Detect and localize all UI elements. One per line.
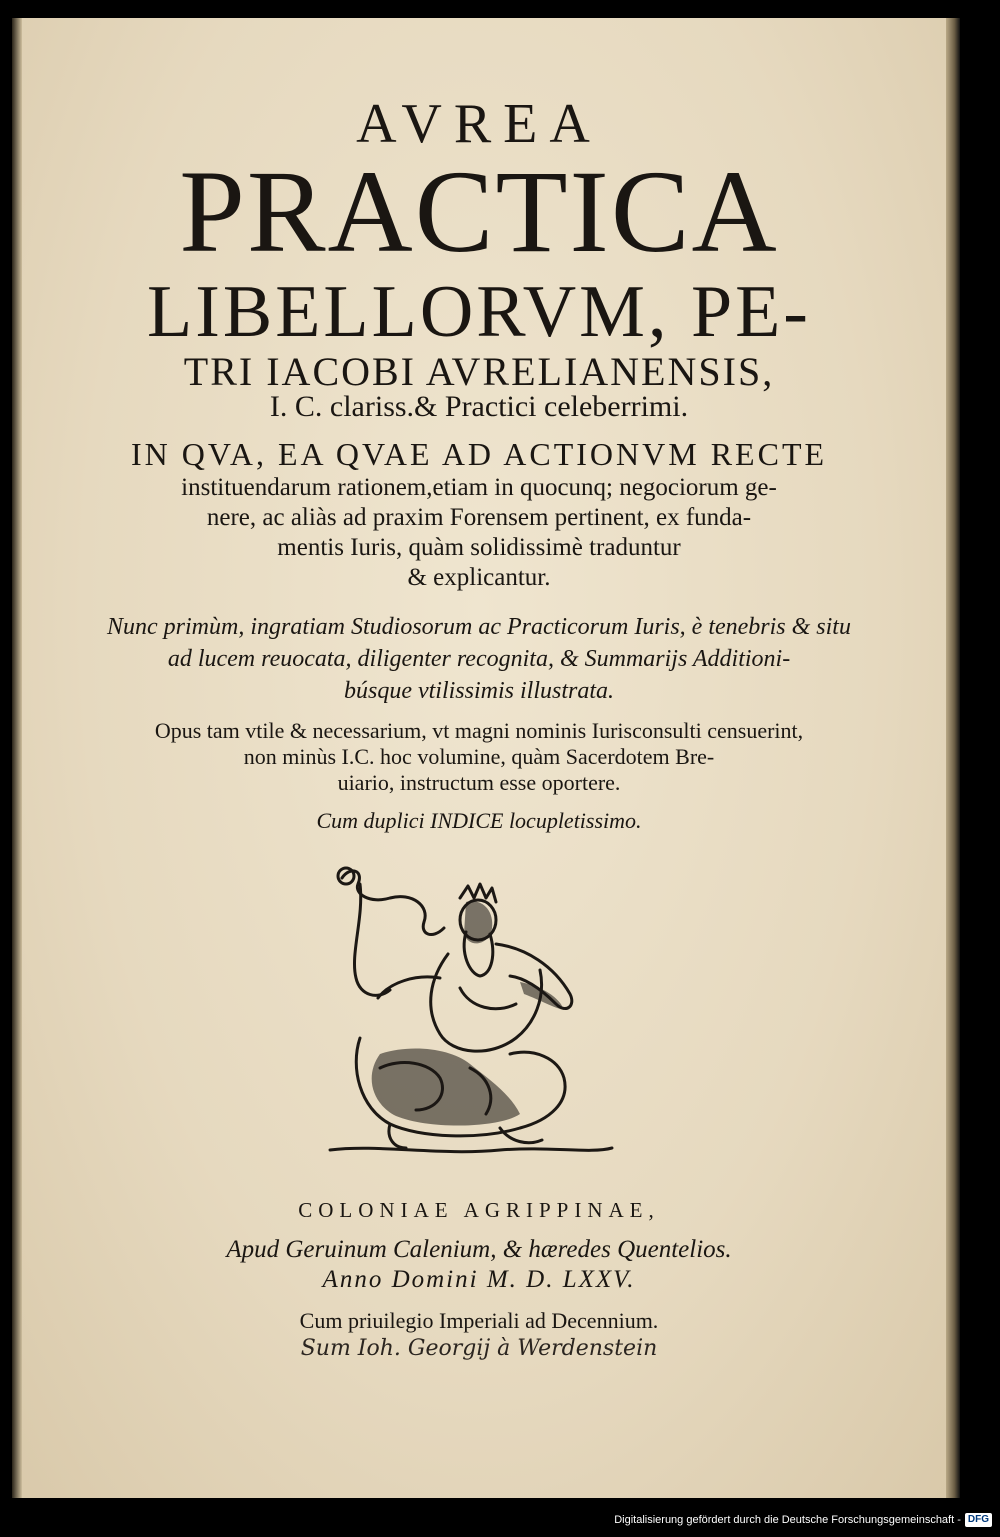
opus-line: non minùs I.C. hoc volumine, quàm Sacerdotem Bre- [243, 744, 715, 769]
description-line: mentis Iuris, quàm solidissimè traduntur [277, 534, 681, 561]
imprint-city: COLONIAE AGRIPPINAE, [298, 1198, 660, 1222]
subtitle-caps-line: IN QVA, EA QVAE AD ACTIONVM RECTE [130, 436, 828, 472]
index-note: Cum duplici INDICE locupletissimo. [316, 808, 642, 833]
title-libellorum: LIBELLORVM, PE- [147, 271, 811, 353]
opus-line: uiario, instructum esse oportere. [337, 770, 621, 795]
footer-credit: Digitalisierung gefördert durch die Deutsche Forschungsgemeinschaft - [614, 1514, 961, 1526]
description-line: nere, ac aliàs ad praxim Forensem pertinent, ex funda- [206, 504, 752, 531]
printer-device-woodcut-icon [320, 858, 620, 1158]
opus-line: Opus tam vtile & necessarium, vt magni nominis Iurisconsulti censuerint, [154, 718, 804, 743]
author-title-line: I. C. clariss.& Practici celeberrimi. [269, 390, 689, 423]
privilege-line: Cum priuilegio Imperiali ad Decennium. [299, 1308, 659, 1333]
title-aurea: AVREA [356, 93, 602, 155]
imprint-printer: Apud Geruinum Calenium, & hæredes Quentelios. [226, 1236, 732, 1263]
italic-note-line: Nunc primùm, ingratiam Studiosorum ac Practicorum Iuris, è tenebris & situ [107, 614, 851, 640]
description-line: & explicantur. [407, 564, 551, 591]
description-line: instituendarum rationem,etiam in quocunq; negociorum ge- [181, 474, 777, 501]
page-right-edge [946, 18, 960, 1498]
ownership-inscription: Sum Ioh. Georgij à Werdenstein [300, 1336, 658, 1361]
italic-note-line: ad lucem reuocata, diligenter recognita, & Summarijs Additioni- [167, 646, 791, 672]
digitization-footer [614, 1509, 992, 1531]
title-practica: PRACTICA [179, 146, 779, 277]
author-line: TRI IACOBI AVRELIANENSIS, [183, 349, 775, 394]
imprint-year: Anno Domini M. D. LXXV. [322, 1266, 636, 1293]
italic-note-line: búsque vtilissimis illustrata. [343, 678, 615, 704]
dfg-logo-icon: DFG [965, 1513, 992, 1527]
